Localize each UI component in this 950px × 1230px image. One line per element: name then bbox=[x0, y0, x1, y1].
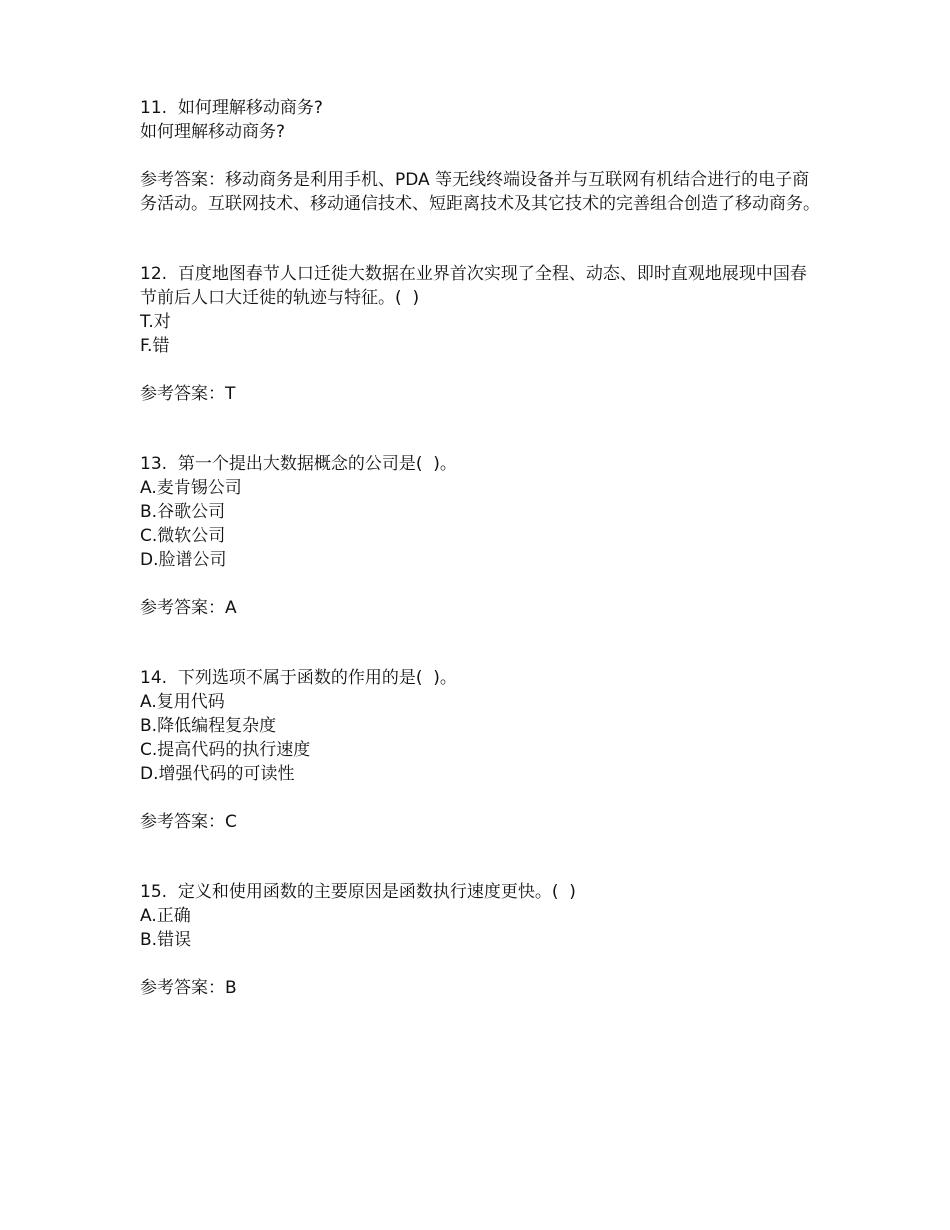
reference-answer: 参考答案：B bbox=[140, 978, 237, 998]
option-item: B.错误 bbox=[140, 930, 192, 950]
question-stem: 11. 如何理解移动商务? bbox=[140, 98, 323, 118]
option-item: F.错 bbox=[140, 336, 170, 356]
option-item: A.正确 bbox=[140, 906, 191, 926]
reference-answer: 参考答案：C bbox=[140, 812, 237, 832]
option-item: A.麦肯锡公司 bbox=[140, 478, 242, 498]
spacer bbox=[140, 620, 820, 666]
spacer bbox=[140, 406, 820, 452]
question-repeat-text: 如何理解移动商务? bbox=[140, 122, 286, 142]
option-list bbox=[140, 476, 820, 572]
option-list bbox=[140, 310, 820, 358]
reference-answer: 参考答案：移动商务是利用手机、PDA 等无线终端设备并与互联网有机结合进行的电子商务活动。互联网技术、移动通信技术、短距离技术及其它技术的完善组合创造了移动商务。 bbox=[140, 170, 820, 214]
option-item: B.谷歌公司 bbox=[140, 502, 226, 522]
spacer bbox=[140, 216, 820, 262]
question-stem: 15. 定义和使用函数的主要原因是函数执行速度更快。( ) bbox=[140, 882, 576, 902]
option-item: B.降低编程复杂度 bbox=[140, 716, 277, 736]
question-stem: 13. 第一个提出大数据概念的公司是( )。 bbox=[140, 454, 457, 474]
option-item: D.增强代码的可读性 bbox=[140, 764, 295, 784]
option-item: A.复用代码 bbox=[140, 692, 225, 712]
question-stem: 14. 下列选项不属于函数的作用的是( )。 bbox=[140, 668, 457, 688]
reference-answer: 参考答案：T bbox=[140, 384, 236, 404]
option-item: T.对 bbox=[140, 312, 171, 332]
question-15 bbox=[140, 880, 820, 1000]
spacer bbox=[140, 834, 820, 880]
option-list bbox=[140, 904, 820, 952]
question-stem: 12. 百度地图春节人口迁徙大数据在业界首次实现了全程、动态、即时直观地展现中国春节前后人口大迁徙的轨迹与特征。( ) bbox=[140, 264, 807, 308]
question-13 bbox=[140, 452, 820, 620]
question-11 bbox=[140, 96, 820, 216]
option-item: C.微软公司 bbox=[140, 526, 226, 546]
question-12 bbox=[140, 262, 820, 406]
option-item: C.提高代码的执行速度 bbox=[140, 740, 311, 760]
option-list bbox=[140, 690, 820, 786]
question-14 bbox=[140, 666, 820, 834]
reference-answer: 参考答案：A bbox=[140, 598, 237, 618]
document-page bbox=[140, 96, 820, 1000]
option-item: D.脸谱公司 bbox=[140, 550, 227, 570]
